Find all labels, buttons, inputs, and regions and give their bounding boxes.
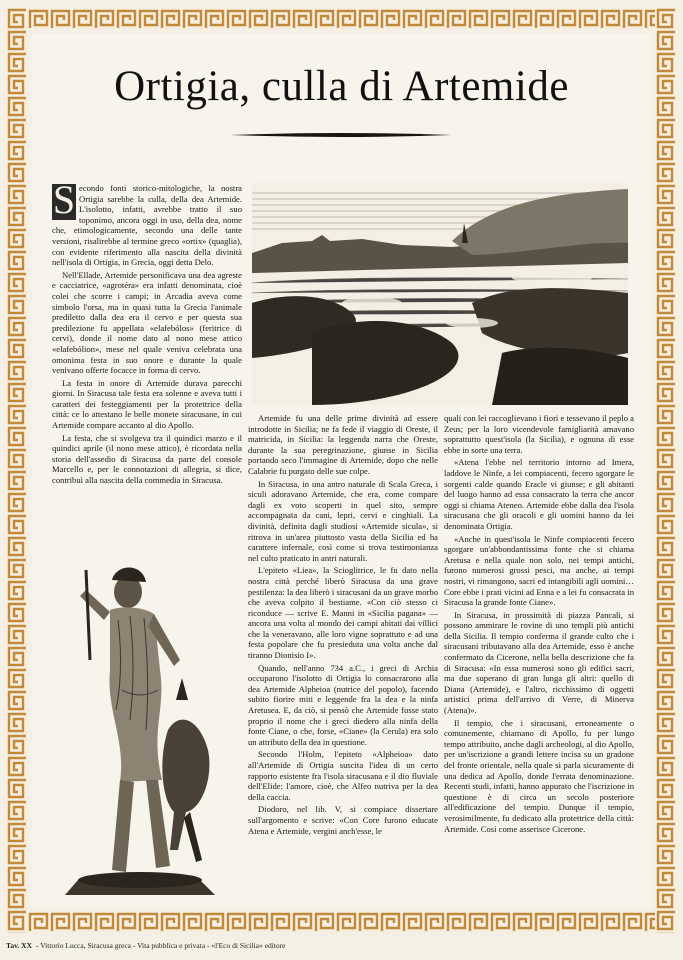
meander-border-right [655,8,677,933]
paragraph: Secondo l'Holm, l'epiteto «Alpheioa» dato all'Artemide di Ortigia suscita l'idea di un certo rapporto esistente fra l'isola siracusana e il dio fluviale dell'Elide: l'amore, cioè, che Alfeo nutriva per la dea della caccia. [248,749,438,802]
footer-credit [6,941,677,950]
drop-cap: S [52,177,76,222]
paragraph: La festa, che si svolgeva tra il quindici marzo e il quindici aprile (il nono mese attico), è ricordata nella storia dell'assedio di Siracusa da parte del console Marcello e, per le connotazioni di allegria, si dice, contribuì alla nascita della commedia in Siracusa. [52,432,242,486]
text-column-2 [248,413,438,838]
meander-border-bottom [6,911,677,933]
paragraph: Nell'Ellade, Artemide personificava una dea agreste e cacciatrice, «agrotéra» era infatti denominata, cioè colei che scorre i campi; in Arcadia aveva come simbolo l'orsa, ma in quasi tutta la Grecia l'animale prediletto dalla dea era il cervo e per questa sua predilezione fu appellata «elafebólos» (feritrice di cervi), donde il nome dato al nono mese attico «elafebólion», mese nel quale veniva celebrata una omonima festa in suo onore e durante la quale venivano offerte focacce in forma di cervo. [52,269,242,376]
paragraph: L'epiteto «Liea», la Scioglitrice, le fu dato nella nostra città perché liberò Siracusa da una grave pestilenza: la dea liberò i siracusani da un grave morbo che aveva colpito il bestiame. «Con ciò stesso ci riconduce — scrive E. Manni in «Sicilia pagana» — ancora una volta al mondo dei campi abitati dai villici che la veneravano, alle loro vigne soprattuto e ad una festa popolare che fu presieduta una volta anche dal tiranno Dionisio I». [248,565,438,661]
paragraph: Quando, nell'anno 734 a.C., i greci di Archia occuparono l'isolotto di Ortigia lo consacrarono alla dea Artemide Alpheioa (nutrice del popolo), facendo subito fiorire miti e leggende fra la dea e la ninfa Aretusea. E, da ciò, si pensò che Artemide fosse stato proprio il nome che i greci diedero alla ninfa della fonte Ciane, o che, forse, «Ciane» (la Cerula) era solo un attributo della dea in questione. [248,662,438,747]
paragraph: «Anche in quest'isola le Ninfe compiacenti fecero sgorgare un'abbondantissima fonte che si chiama Aretusa e nella quale non solo, nei tempi antichi, furono numerosi grossi pesci, ma anche, ai tempi nostri, vi rimangono, sacri ed intangibili agli uomini… Core ebbe i prati vicini ad Enna e a lei fu consacrata in Siracusa la grande fonte Ciane». [444,533,634,608]
page-title: Ortigia, culla di Artemide [114,63,569,110]
title-ornament-rule [230,132,452,138]
paragraph: S econdo fonti storico-mitologiche, la nostra Ortigia sarebbe la culla, della dea Artemide. L'isolotto, infatti, avrebbe tratto il suo toponimo, ancora oggi in uso, della dea, nome che, etimologicamente, secondo una delle tante versioni, risalirebbe al termine greco «ortix» (quaglia), con evidente riferimento alla nascita della divinità nell'isola di Ortigia, in Grecia, oggi detta Delo. [52,177,242,268]
paragraph: In Siracusa, in una antro naturale di Scala Greca, i siculi adoravano Artemide, che era, come compare dagli ex voto scoperti in quel sito, sempre accompagnata da cani, lepri, cervi e cinghiali. La divinità, definita dagli studiosi «Artemide sicula», si ritrova in un'area piuttosto vasta della Sicilia ed ha carattere infernale, così come si trova testimonianza nel culto praticato in antri naturali. [248,478,438,563]
artemis-statue-illustration [50,550,240,905]
paragraph: In Siracusa, in prossimità di piazza Pancali, si possono ammirare le rovine di uno templi più antichi della Sicilia. Il tempio conferma il grande culto che i siracusani tributavano alla dea Artemide, esso è anche confermato da Cicerone, nella bella descrizione che fa di Siracusa: «In essa numerosi sono gli edifici sacri, ma due superano di gran lunga gli altri: quello di Diana (Artemide), e l'altro, ricchissimo di oggetti artistici prima dell'arrivo di Verre, di Minerva (Atena)». [444,609,634,716]
paragraph: La festa in onore di Artemide durava parecchi giorni. In Siracusa tale festa era solenne e aveva tutti i caratteri dei festeggiamenti per la protettrice della città: ce lo attestano le belle monete siracusane, in cui Artemide compare accanto al dio Apollo. [52,377,242,431]
meander-border-top [6,8,677,30]
paragraph: Il tempio, che i siracusani, erroneamente o comunemente, chiamano di Apollo, fu per lungo tempo attribuito, anche dagli archeologi, al dio Apollo, per un'iscrizione a grandi lettere incisa su un gradone del fronte orientale, nella quale si parla sicuramente di una dedica ad Apollo, donde l'errata denominazione. Recenti studi, infatti, hanno appurato che l'iscrizione in questione è di circa un secolo posteriore all'edificazione del tempio. Dunque il tempio, verosimilmente, fu dedicato alla protettrice della città: Artemide. Così come asserisce Cicerone. [444,717,634,834]
plate-number: Tav. XX [6,941,32,950]
text-column-3 [444,413,634,836]
meander-border-left [6,8,28,933]
paragraph: quali con lei raccoglievano i fiori e tessevano il peplo a Zeus; per la loro vicendevole famigliarità amavano soprattutto quest'isola (la Sicilia), e ognuna di esse ebbe in sorte una terra. [444,413,634,455]
text-column-1 [52,177,242,488]
credit-text: - Vittorio Lucca, Siracusa greca - Vita pubblica e privata - «l'Eco di Sicilia» editore [35,941,286,950]
paragraph: Artemide fu una delle prime divinità ad essere introdotte in Sicilia; ne fa fede il viaggio di Oreste, il matricida, in Sicilia: la leggenda narra che Oreste, durante la sua peregrinazione, giunse in Sicilia portando seco l'immagine di Artemide, dopo che nelle Calabrie fu purgato delle sue colpe. [248,413,438,476]
paragraph: «Atena l'ebbe nel territorio intorno ad Imera, laddove le Ninfe, a lei compiacenti, fecero sgorgare le sorgenti calde quando Eracle vi giunse; e gli abitanti del luogo hanno ad essa consacrato la terra che ancor oggi si chiama Ateneo. Artemide ebbe dalla dea l'isola siracusana che gli oracoli e gli uomini hanno da lei denominata Ortigia. [444,457,634,531]
ortigia-coast-engraving [252,183,628,405]
paragraph: Diodoro, nel lib. V, si compiace dissertare sull'argomento e scrive: «Con Core furono educate Atena e Artemide, vergini anch'esse, le [248,804,438,836]
